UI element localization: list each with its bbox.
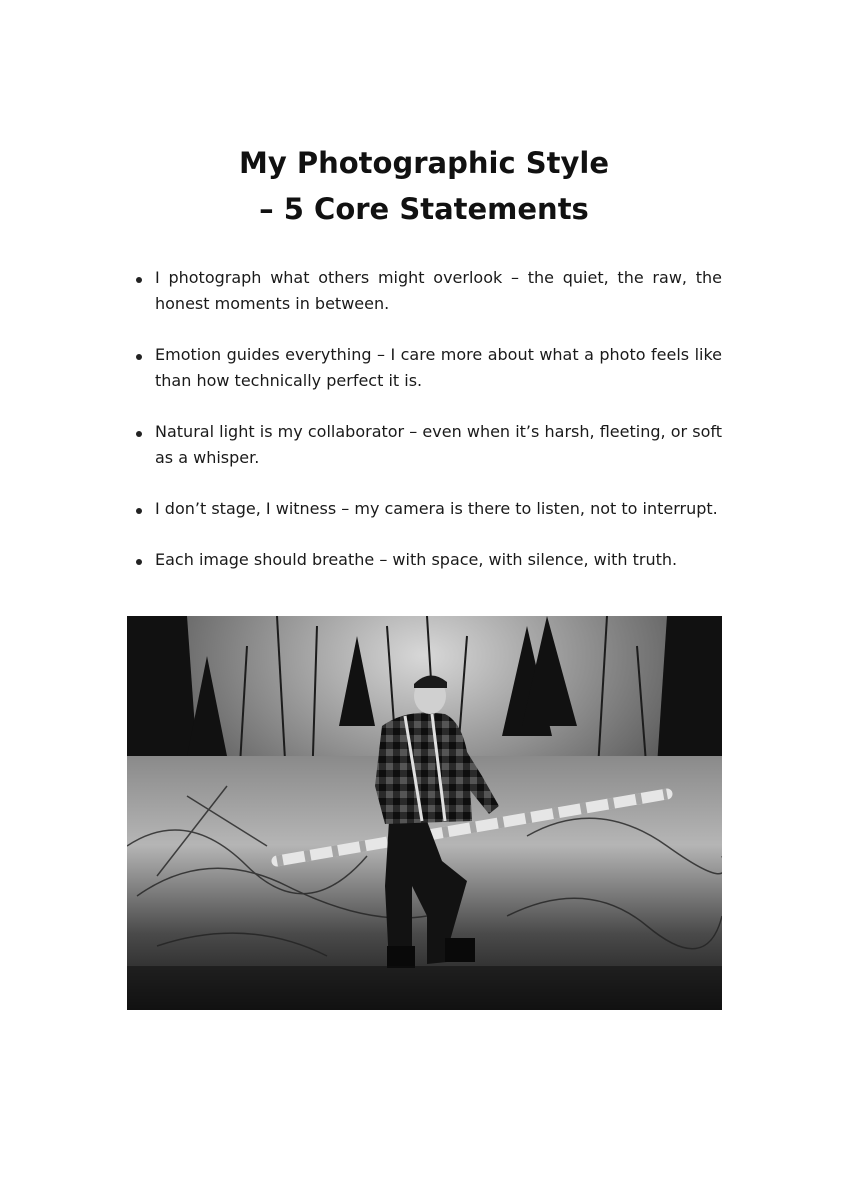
statement-item: I photograph what others might overlook – the quiet, the raw, the honest moments in between.	[136, 265, 722, 317]
forest-photo	[127, 616, 722, 1010]
statement-list	[136, 265, 722, 598]
statement-item: Emotion guides everything – I care more about what a photo feels like than how technically perfect it is.	[136, 342, 722, 394]
statement-item: Natural light is my collaborator – even when it’s harsh, fleeting, or soft as a whisper.	[136, 419, 722, 471]
title-line-2: – 5 Core Statements	[259, 192, 589, 226]
forest-photo-illustration	[127, 616, 722, 1010]
statement-item: Each image should breathe – with space, with silence, with truth.	[136, 547, 722, 573]
page-title	[0, 140, 848, 232]
title-line-1: My Photographic Style	[239, 146, 609, 180]
statement-item: I don’t stage, I witness – my camera is there to listen, not to interrupt.	[136, 496, 722, 522]
